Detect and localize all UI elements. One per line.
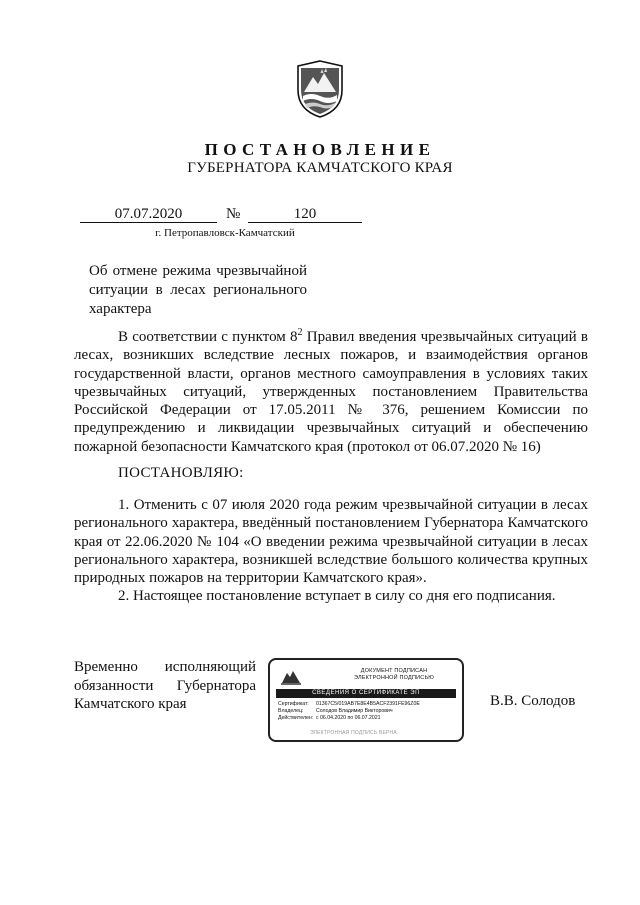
kamchatka-coat-of-arms-icon bbox=[296, 60, 344, 118]
stamp-row bbox=[278, 701, 458, 708]
kamchatka-coat-of-arms-icon bbox=[280, 666, 302, 686]
stamp-certificate-band: СВЕДЕНИЯ О СЕРТИФИКАТЕ ЭП bbox=[276, 689, 456, 698]
document-subject: Об отмене режима чрезвычайной ситуации в лесах регионального характера bbox=[89, 263, 307, 317]
signatory-name: В.В. Солодов bbox=[490, 693, 576, 709]
stamp-row-value: 01367C5/019AB7E8E4B5ACF2391FE96Z0E bbox=[316, 701, 420, 707]
preamble-text-end: Правил введения чрезвычайных ситуаций в лесах, возникших вследствие лесных пожаров, и взаимодействия органов государственной власти, органов местного самоуправления в условиях таких чрезвычайных ситуаций, утвержденных постановлением Правительства Российской Федерации от 17.05.2011 № 376, решением Комиссии по предупреждению и ликвидации чрезвычайных ситуаций и обеспечению пожарной безопасности Камчатского края (протокол от 06.07.2020 № 16) bbox=[74, 329, 588, 455]
stamp-row-label: Действителен: bbox=[278, 715, 314, 721]
stamp-row bbox=[278, 708, 458, 715]
stamp-heading-line: ЭЛЕКТРОННОЙ ПОДПИСЬЮ bbox=[353, 675, 435, 681]
preamble-paragraph bbox=[74, 328, 588, 456]
decree-item-2: 2. Настоящее постановление вступает в силу со дня его подписания. bbox=[118, 588, 556, 604]
number-sign: № bbox=[226, 206, 241, 222]
date-number-line bbox=[80, 206, 370, 226]
stamp-row-value: с 06.04.2020 по 06.07.2021 bbox=[316, 715, 381, 721]
stamp-certificate-details bbox=[278, 701, 458, 722]
document-issuer: ГУБЕРНАТОРА КАМЧАТСКОГО КРАЯ bbox=[187, 160, 453, 176]
document-number: 120 bbox=[248, 206, 362, 223]
stamp-row-value: Солодов Владимир Викторович bbox=[316, 708, 393, 714]
preamble-superscript: 2 bbox=[297, 327, 303, 338]
stamp-row-label: Владелец: bbox=[278, 708, 304, 714]
stamp-row bbox=[278, 715, 458, 722]
electronic-signature-stamp bbox=[268, 658, 464, 742]
signatory-position bbox=[74, 658, 256, 714]
decree-word: ПОСТАНОВЛЯЮ: bbox=[118, 465, 244, 481]
document-city: г. Петропавловск-Камчатский bbox=[155, 227, 295, 239]
stamp-heading bbox=[330, 668, 458, 682]
stamp-footer: ЭЛЕКТРОННАЯ ПОДПИСЬ ВЕРНА bbox=[310, 730, 397, 736]
signatory-position-line: Камчатского края bbox=[74, 696, 187, 712]
document-title: ПОСТАНОВЛЕНИЕ bbox=[204, 140, 436, 159]
preamble-text-start: В соответствии с пунктом 8 bbox=[118, 329, 298, 345]
signatory-position-line: обязанности Губернатора bbox=[74, 677, 256, 694]
document-date: 07.07.2020 bbox=[80, 206, 217, 223]
decree-item-1: 1. Отменить с 07 июля 2020 года режим чрезвычайной ситуации в лесах регионального характера, введённый постановлением Губернатора Камчатского края от 22.06.2020 № 104 «О введении режима чрезвычайной ситуации в лесах регионального характера, возникшей вследствие большого количества крупных природных пожаров на территории Камчатского края». bbox=[74, 497, 588, 587]
stamp-row-label: Сертификат: bbox=[278, 701, 309, 707]
signatory-position-line: Временно исполняющий bbox=[74, 659, 256, 675]
stamp-heading-line: ДОКУМЕНТ ПОДПИСАН bbox=[360, 668, 428, 674]
